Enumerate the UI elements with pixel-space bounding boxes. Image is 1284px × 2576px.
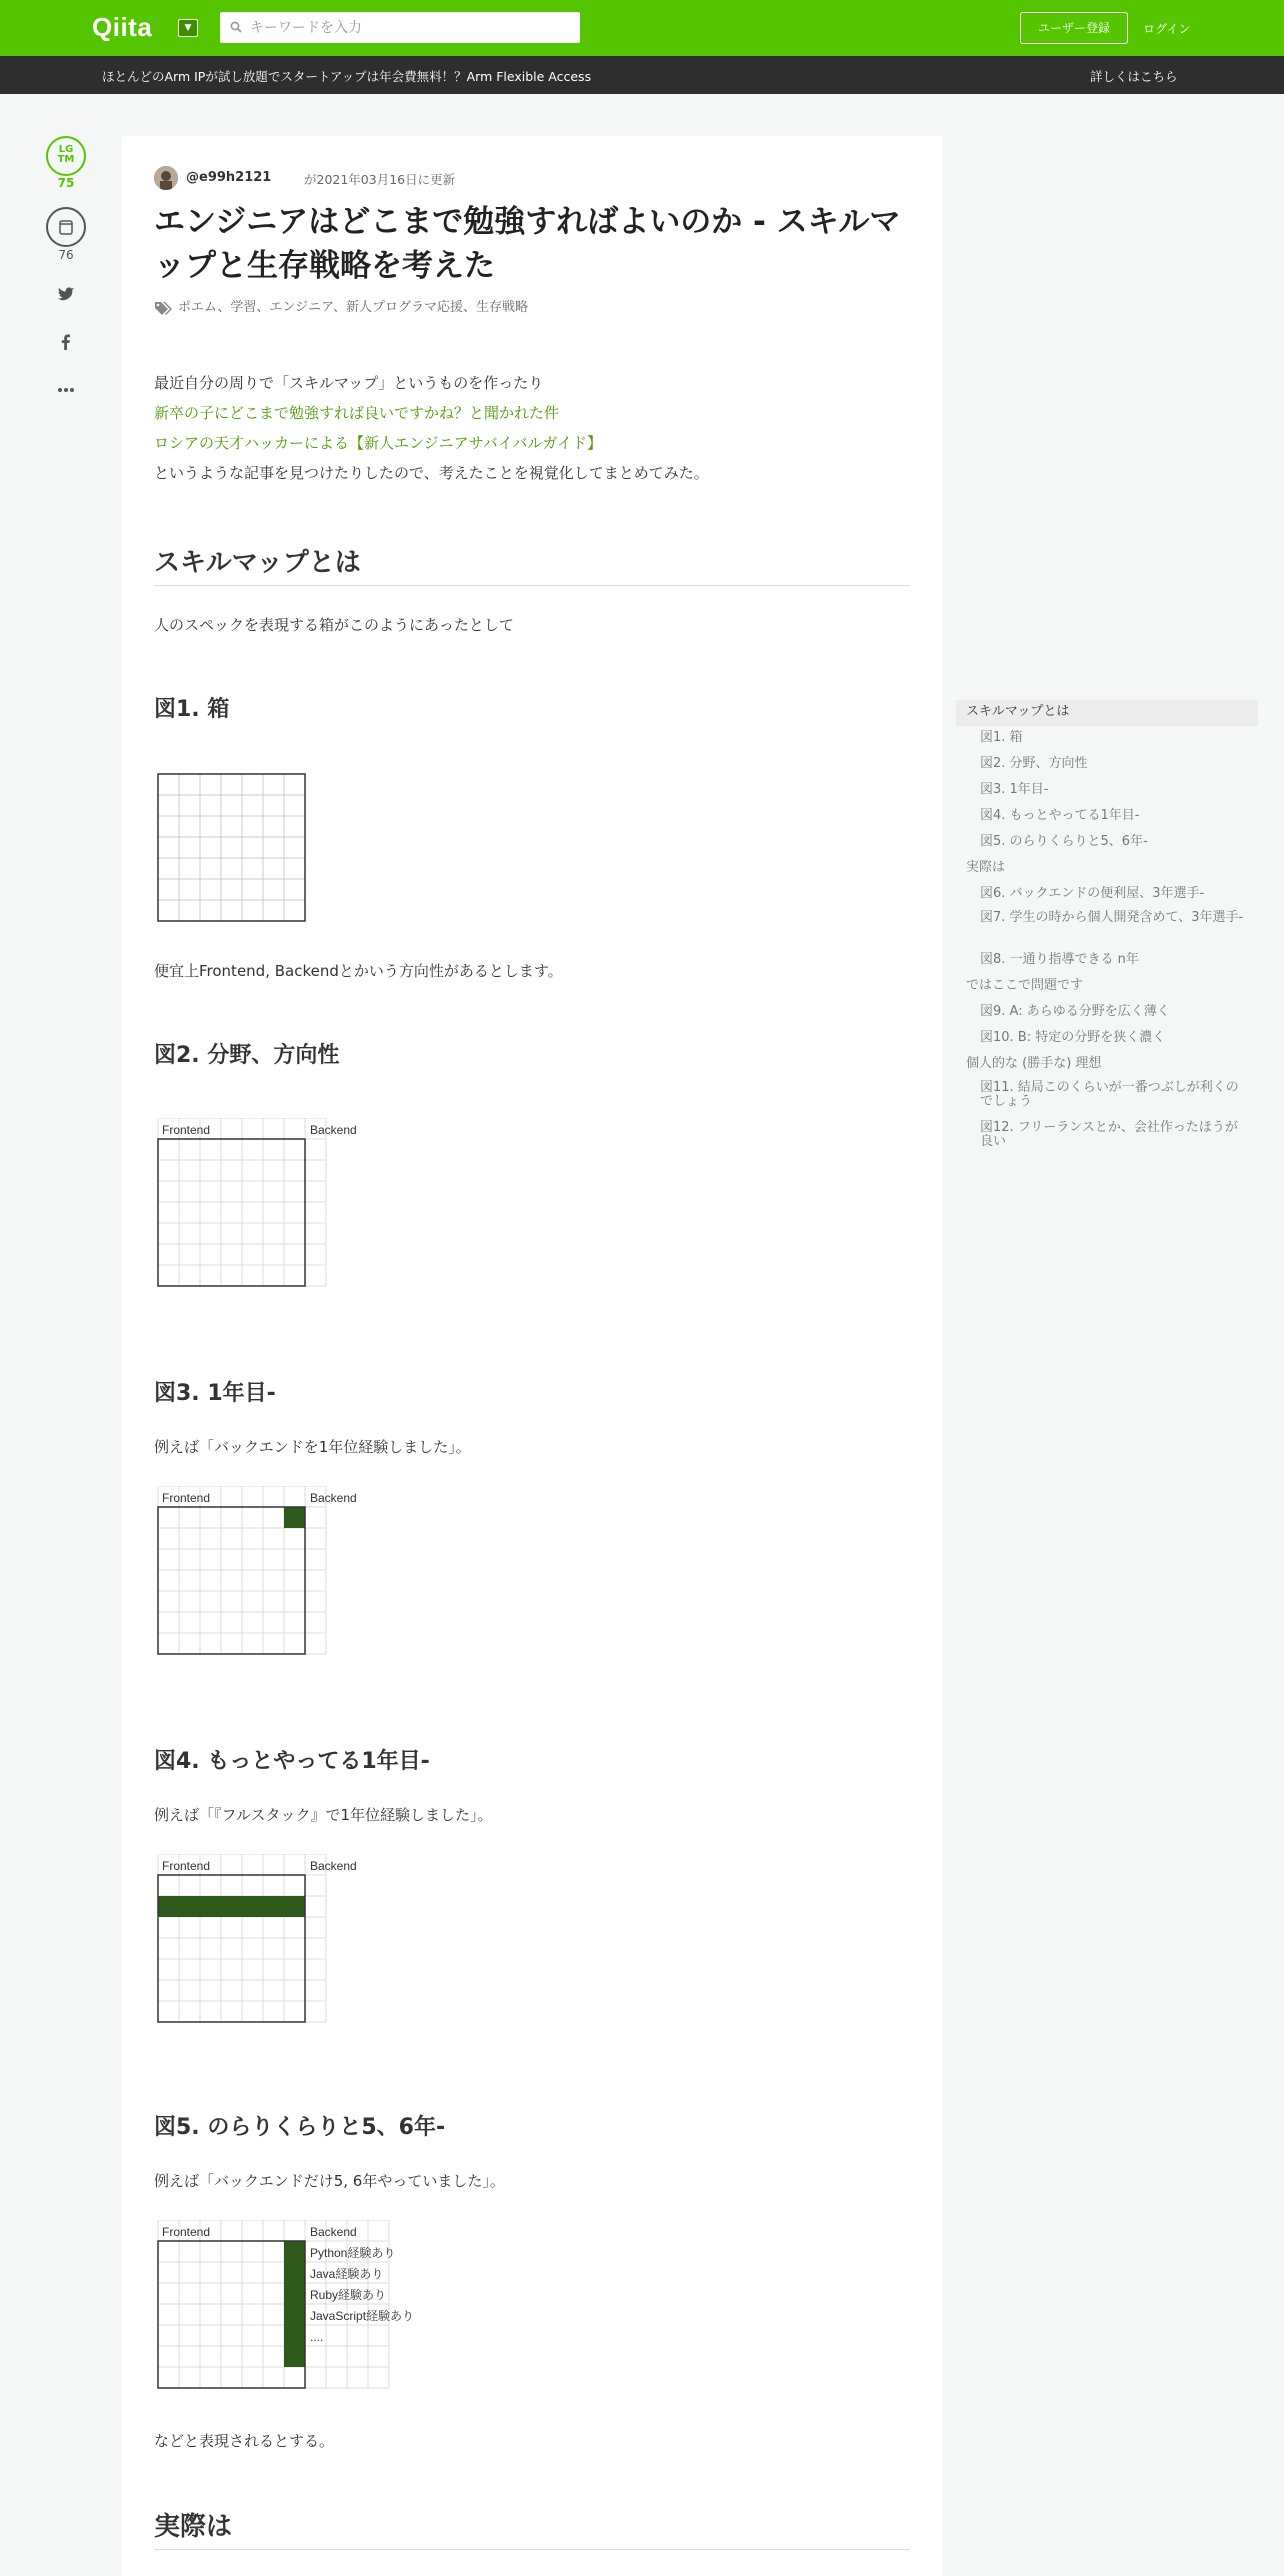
- search-input[interactable]: [250, 12, 570, 43]
- banner-link[interactable]: 詳しくはこちら: [1090, 69, 1178, 84]
- tag-icon: [154, 301, 172, 315]
- fig-label-backend: Backend: [310, 1123, 357, 1137]
- avatar[interactable]: [154, 166, 178, 190]
- search-box: [220, 12, 580, 43]
- skillmap-text: 人のスペックを表現する箱がこのようにあったとして: [154, 616, 514, 634]
- toc-item[interactable]: 図3. 1年目-: [980, 782, 1049, 797]
- service-menu-dropdown[interactable]: ▼: [178, 19, 198, 37]
- heading-fig5: 図5. のらりくらりと5、6年-: [154, 2115, 446, 2140]
- global-header: [0, 0, 1284, 56]
- toc-item[interactable]: 図5. のらりくらりと5、6年-: [980, 834, 1148, 849]
- fig5-text: 例えば「バックエンドだけ5, 6年やっていました」。: [154, 2172, 505, 2190]
- toc-item[interactable]: 図6. バックエンドの便利屋、3年選手-: [980, 886, 1205, 901]
- figure-5-grid: [154, 2220, 454, 2400]
- after-text: などと表現されるとする。: [154, 2432, 335, 2450]
- toc-item[interactable]: 図4. もっとやってる1年目-: [980, 808, 1140, 823]
- heading-fig1: 図1. 箱: [154, 697, 230, 722]
- lgtm-badge-text: LGTM: [57, 144, 75, 165]
- toc-item[interactable]: 図9. A: あらゆる分野を広く薄く: [980, 1004, 1170, 1019]
- figure-4-grid: [154, 1854, 394, 2034]
- twitter-icon[interactable]: [56, 284, 76, 304]
- signup-button[interactable]: ユーザー登録: [1020, 12, 1128, 44]
- fig-label-backend: Backend: [310, 1491, 357, 1505]
- updated-date: が2021年03月16日に更新: [304, 172, 456, 187]
- fig5-note-3: Ruby経験あり: [310, 2288, 387, 2302]
- heading-fig3: 図3. 1年目-: [154, 1381, 276, 1406]
- fig5-note-5: ....: [310, 2330, 324, 2344]
- stock-button[interactable]: [46, 207, 86, 247]
- facebook-icon[interactable]: [56, 332, 76, 352]
- login-link[interactable]: ログイン: [1143, 22, 1191, 36]
- fig-label-frontend: Frontend: [162, 1859, 211, 1873]
- article-card: [122, 136, 942, 2576]
- stock-icon: [48, 209, 84, 245]
- intro-text-2: というような記事を見つけたりしたので、考えたことを視覚化してまとめてみた。: [154, 464, 709, 482]
- toc-item[interactable]: 図12. フリーランスとか、会社作ったほうが良い: [980, 1120, 1238, 1149]
- table-of-contents: [956, 700, 1258, 1158]
- fig-label-frontend: Frontend: [162, 1123, 211, 1137]
- toc-item[interactable]: ではここで問題です: [966, 978, 1084, 993]
- toc-item[interactable]: 図2. 分野、方向性: [980, 756, 1088, 771]
- stock-count: 76: [58, 248, 74, 262]
- fig3-text: 例えば「バックエンドを1年位経験しました」。: [154, 1438, 471, 1456]
- toc-item[interactable]: 図7. 学生の時から個人開発含めて、3年選手-: [980, 910, 1244, 925]
- tags-text[interactable]: ポエム、学習、エンジニア、新人プログラマ応援、生存戦略: [178, 300, 529, 315]
- more-icon[interactable]: [56, 380, 76, 400]
- toc-item[interactable]: 図11. 結局このくらいが一番つぶしが利くのでしょう: [980, 1080, 1239, 1109]
- fig5-note-1: Python経験あり: [310, 2246, 396, 2260]
- qiita-logo[interactable]: Qiita: [92, 12, 153, 42]
- author-name[interactable]: @e99h2121: [186, 170, 272, 185]
- figure-3-grid: [154, 1486, 394, 1666]
- lgtm-count: 75: [57, 176, 75, 190]
- fig5-note-4: JavaScript経験あり: [310, 2309, 415, 2323]
- figure-2-grid: [154, 1118, 394, 1298]
- toc-item[interactable]: 図1. 箱: [980, 730, 1023, 745]
- heading-fig4: 図4. もっとやってる1年目-: [154, 1749, 430, 1774]
- fig-label-backend: Backend: [310, 1859, 357, 1873]
- toc-item[interactable]: 図10. B: 特定の分野を狭く濃く: [980, 1030, 1166, 1045]
- article-link-1[interactable]: 新卒の子にどこまで勉強すれば良いですかね？と聞かれた件: [154, 404, 560, 422]
- fig5-note-2: Java経験あり: [310, 2267, 384, 2281]
- heading-reality: 実際は: [154, 2506, 910, 2550]
- toc-item[interactable]: 実際は: [966, 860, 1006, 875]
- heading-fig2: 図2. 分野、方向性: [154, 1043, 340, 1068]
- article-link-2[interactable]: ロシアの天才ハッカーによる【新人エンジニアサバイバルガイド】: [154, 434, 602, 452]
- fig4-text: 例えば「『フルスタック』で1年位経験しました」。: [154, 1806, 493, 1824]
- article-title: エンジニアはどこまで勉強すればよいのか - スキルマップと生存戦略を考えた: [154, 204, 901, 284]
- toc-item[interactable]: スキルマップとは: [956, 700, 1258, 726]
- toc-item[interactable]: 図8. 一通り指導できる n年: [980, 952, 1139, 967]
- promo-banner: [0, 56, 1284, 94]
- lgtm-button[interactable]: [46, 136, 86, 176]
- fig-label-frontend: Frontend: [162, 1491, 211, 1505]
- figure-1-box: [154, 770, 314, 930]
- tag-list: [154, 296, 528, 315]
- fig1-text: 便宜上Frontend, Backendとかいう方向性があるとします。: [154, 962, 563, 980]
- banner-text[interactable]: ほとんどのArm IPが試し放題でスタートアップは年会費無料！？Arm Flexible Access: [102, 69, 592, 84]
- fig-label-frontend: Frontend: [162, 2225, 211, 2239]
- intro-text-1: 最近自分の周りで「スキルマップ」というものを作ったり: [154, 374, 544, 392]
- heading-skillmap: スキルマップとは: [154, 542, 910, 586]
- search-icon: [230, 21, 242, 33]
- toc-item[interactable]: 個人的な (勝手な) 理想: [966, 1056, 1102, 1071]
- fig-label-backend: Backend: [310, 2225, 357, 2239]
